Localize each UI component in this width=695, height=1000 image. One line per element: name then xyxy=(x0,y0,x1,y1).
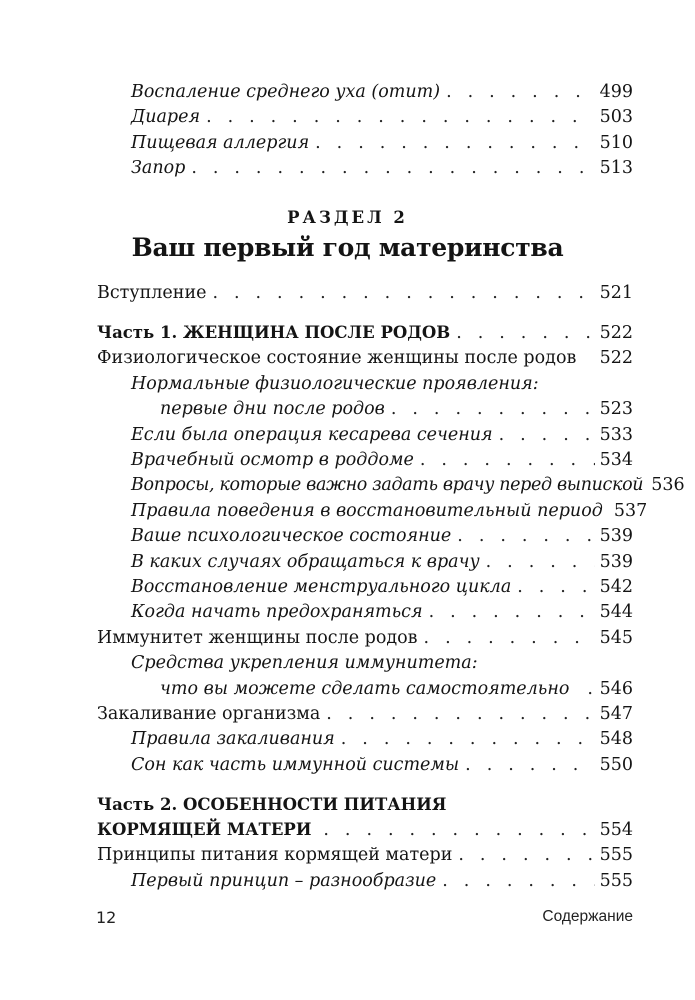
entry-title: первые дни после родов xyxy=(160,399,385,419)
dot-leader xyxy=(456,323,594,343)
toc-entry xyxy=(131,724,633,749)
entry-page: 510 xyxy=(599,133,633,153)
entry-page: 521 xyxy=(599,283,633,303)
entry-title: Часть 1. ЖЕНЩИНА ПОСЛЕ РОДОВ xyxy=(97,323,451,342)
toc-entry xyxy=(131,128,633,153)
dot-leader xyxy=(458,845,594,865)
entry-page: 546 xyxy=(599,679,633,699)
dot-leader xyxy=(517,577,594,597)
dot-leader xyxy=(315,133,594,153)
dot-leader xyxy=(323,820,594,840)
toc-entry xyxy=(131,102,633,127)
entry-title: Если была операция кесарева сечения xyxy=(131,425,493,445)
dot-leader xyxy=(191,158,594,178)
entry-page: 513 xyxy=(599,158,633,178)
running-title: Содержание xyxy=(542,908,633,925)
part-heading-line: Часть 2. ОСОБЕННОСТИ ПИТАНИЯ xyxy=(97,795,447,814)
toc-entry xyxy=(97,623,633,648)
entry-title: Правила закаливания xyxy=(131,729,335,749)
entry-page: 539 xyxy=(599,552,633,572)
entry-page: 550 xyxy=(599,755,633,775)
entry-title: Пищевая аллергия xyxy=(131,133,310,153)
entry-title: Воспаление среднего уха (отит) xyxy=(131,82,441,102)
entry-title: В каких случаях обращаться к врачу xyxy=(131,552,480,572)
toc-entry xyxy=(131,597,633,622)
entry-title: Правила поведения в восстановительный период xyxy=(131,501,603,521)
part-heading xyxy=(97,318,633,343)
entry-page: 555 xyxy=(599,871,633,891)
entry-page: 555 xyxy=(599,845,633,865)
toc-entry xyxy=(131,420,633,445)
toc-entry xyxy=(131,445,633,470)
page-number: 12 xyxy=(96,908,117,927)
toc-entry xyxy=(131,470,685,495)
entry-title: Физиологическое состояние женщины после родов xyxy=(97,348,577,368)
toc-entry xyxy=(131,547,633,572)
dot-leader xyxy=(429,602,595,622)
dot-leader xyxy=(341,729,595,749)
dot-leader xyxy=(206,107,595,127)
dot-leader xyxy=(465,755,594,775)
entry-title: Вопросы, которые важно задать врачу перед выпиской xyxy=(131,475,644,495)
dot-leader xyxy=(499,425,595,445)
toc-entry xyxy=(131,77,633,102)
toc-entry xyxy=(131,153,633,178)
toc-entry xyxy=(131,496,648,521)
entry-title: Вступление xyxy=(97,283,207,303)
entry-title: что вы можете сделать самостоятельно xyxy=(160,679,570,699)
part-heading xyxy=(97,815,633,840)
section-label: РАЗДЕЛ 2 xyxy=(287,208,408,227)
dot-leader xyxy=(326,704,594,724)
entry-title: Первый принцип – разнообразие xyxy=(131,871,437,891)
entry-title-line: Средства укрепления иммунитета: xyxy=(131,653,478,673)
entry-page: 534 xyxy=(599,450,633,470)
dot-leader xyxy=(587,679,594,699)
dot-leader xyxy=(391,399,595,419)
entry-page: 537 xyxy=(613,501,648,521)
entry-page: 536 xyxy=(651,475,685,495)
toc-entry xyxy=(131,572,633,597)
toc-entry xyxy=(97,840,633,865)
toc-entry xyxy=(97,699,633,724)
entry-title: Врачебный осмотр в роддоме xyxy=(131,450,414,470)
entry-page: 544 xyxy=(599,602,633,622)
dot-leader xyxy=(486,552,595,572)
entry-page: 523 xyxy=(599,399,633,419)
entry-page: 522 xyxy=(599,348,633,368)
toc-entry xyxy=(97,343,633,368)
entry-title: Диарея xyxy=(131,107,201,127)
entry-page: 499 xyxy=(599,82,633,102)
dot-leader xyxy=(420,450,595,470)
dot-leader xyxy=(424,628,595,648)
dot-leader xyxy=(446,82,595,102)
entry-page: 539 xyxy=(599,526,633,546)
dot-leader xyxy=(212,283,594,303)
toc-entry xyxy=(131,866,633,891)
entry-page: 533 xyxy=(599,425,633,445)
entry-title-line: Нормальные физиологические проявления: xyxy=(131,374,539,394)
entry-title: Когда начать предохраняться xyxy=(131,602,423,622)
entry-page: 545 xyxy=(599,628,633,648)
entry-page: 548 xyxy=(599,729,633,749)
entry-title: Запор xyxy=(131,158,186,178)
entry-page: 554 xyxy=(599,820,633,840)
dot-leader xyxy=(457,526,594,546)
entry-title: Иммунитет женщины после родов xyxy=(97,628,418,648)
section-title: Ваш первый год материнства xyxy=(131,233,564,262)
entry-title: Восстановление менструального цикла xyxy=(131,577,512,597)
toc-entry xyxy=(97,278,633,303)
entry-page: 522 xyxy=(599,323,633,343)
entry-title: Сон как часть иммунной системы xyxy=(131,755,460,775)
toc-entry xyxy=(131,750,633,775)
entry-page: 542 xyxy=(599,577,633,597)
entry-title: Принципы питания кормящей матери xyxy=(97,845,453,865)
entry-page: 547 xyxy=(599,704,633,724)
dot-leader xyxy=(442,871,594,891)
entry-page: 503 xyxy=(599,107,633,127)
entry-title: Закаливание организма xyxy=(97,704,321,724)
toc-entry xyxy=(131,521,633,546)
toc-entry xyxy=(160,674,633,699)
toc-entry xyxy=(160,394,633,419)
entry-title: КОРМЯЩЕЙ МАТЕРИ xyxy=(97,820,312,839)
entry-title: Ваше психологическое состояние xyxy=(131,526,452,546)
